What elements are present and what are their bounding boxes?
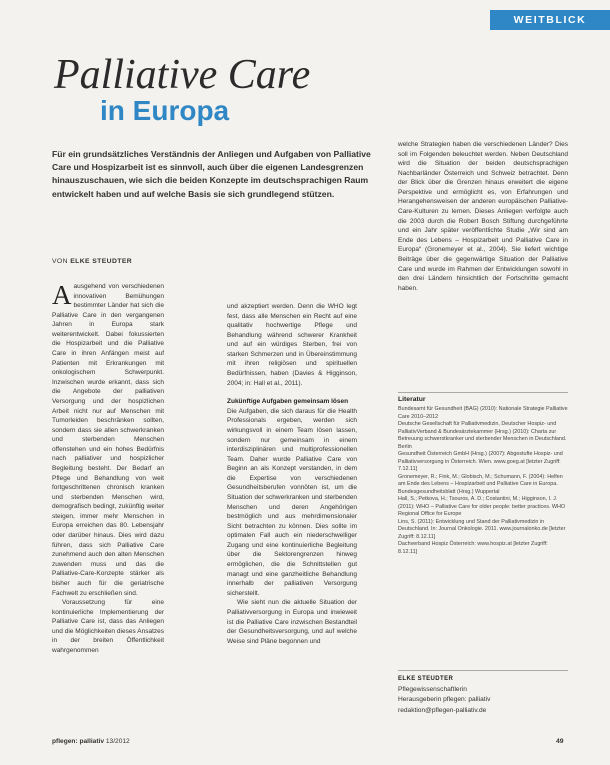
literature-item: Deutsche Gesellschaft für Palliativmedizin, Deutscher Hospiz- und PalliativVerband & Bundesärztekammer (Hrsg.) (2010): Charta zur Betreuung schwerstkranker und sterbender Menschen in Deutschland. Berlin	[398, 421, 567, 450]
literature-list	[398, 406, 568, 556]
paragraph: Wie sieht nun die aktuelle Situation der Palliativversorgung in Europa und inwieweit ist die Palliative Care inzwischen Bestandteil der Gesundheitsversorgung, und auf welche Weise sind Pläne begonnen und	[227, 599, 357, 645]
author-box	[398, 670, 568, 716]
author-name: ELKE STEUDTER	[398, 670, 568, 685]
spacer	[227, 388, 357, 397]
footer-magazine: pflegen: palliativ	[52, 738, 105, 745]
literature-item: Gronemeyer, R.; Fink, M.; Globisch, M.; Schumann, F. (2004): Helfen am Ende des Lebens – Hospizarbeit und Palliative Care in Europa. Bundesgesundheitsblatt (Hrsg.) Wuppertal	[398, 473, 563, 495]
text-column-3	[398, 140, 568, 392]
paragraph: Voraussetzung für eine kontinuierliche Implementierung der Palliative Care ist, dass das Anliegen und die Möglichkeiten dieses Ansatzes in der breiten Öffentlichkeit wahrgenommen	[52, 599, 164, 654]
paragraph: Die Aufgaben, die sich daraus für die Health Professionals ergeben, werden sich wirkungsvoll in einem Team lösen lassen, sondern nur gemeinsam in einem interdisziplinären und multiprofessionellen Team. Daher wurde Palliative Care von Beginn an als Konzept verstanden, in dem die Expertise von verschiedenen Gesundheitsberufen vonnöten ist, um die Situation der schwerkranken und sterbenden Menschen und deren Angehörigen bestmöglich und aus mehrdimensionaler Sicht betrachten zu können. Dies sollte im optimalen Fall auch ein niederschwelliger Zugang und eine kontinuierliche Begleitung über die Sektorengrenzen hinweg ermöglichen, die die Schnittstellen gut managt und eine ganzheitliche Behandlung innerhalb der palliativen Versorgung sicherstellt.	[227, 407, 357, 597]
literature-item: Gesundheit Österreich GmbH (Hrsg.) (2007): Abgestufte Hospiz- und Palliativversorgung in Österreich. Wien. www.goeg.at [letzter Zugriff: 7.12.11]	[398, 451, 563, 472]
literature-item: Bundesamt für Gesundheit (BAG) (2010): Nationale Strategie Palliative Care 2010–2012	[398, 406, 568, 420]
article-title: Palliative Care	[54, 52, 311, 98]
page-number: 49	[556, 738, 564, 745]
section-subheading: Zukünftige Aufgaben gemeinsam lösen	[227, 398, 349, 406]
article-lead: Für ein grundsätzliches Verständnis der Anliegen und Aufgaben von Palliative Care und Hospizarbeit ist es sinnvoll, auch über die eigenen Landesgrenzen hinauszuschauen, wie sich die beiden Konzepte im deutschsprachigen Raum entwickelt haben und auf welche Basis sie sich grundlegend stützen.	[52, 149, 371, 199]
text-column-1	[52, 282, 164, 724]
author-email: redaktion@pflegen-palliativ.de	[398, 706, 487, 714]
byline-prefix: VON	[52, 258, 68, 265]
paragraph-text: ausgehend von verschiedenen innovativen Bemühungen bestimmter Länder hat sich die Palliative Care in den vergangenen Jahren in Europa stark weiterentwickelt. Dabei fokussierten die Hospizarbeit und die Palliative Care in ihren Anfängen meist auf Patienten mit Erkrankungen mit onkologischem Schwerpunkt. Inzwischen wurde erkannt, dass sich die Angebote der palliativen Versorgung und der hospizlichen Arbeit nicht nur auf Menschen mit Tumorleiden beschränken sollten, sondern dass sie allen schwerkranken und sterbenden Menschen offenstehen und ein hohes Bedürfnis nach palliativer und hospizlicher Begleitung besteht. Der Bedarf an Pflege und Behandlung von weit fortgeschrittenen chronisch kranken und sterbenden Menschen wird, demografisch bedingt, zukünftig weiter steigen, immer mehr Menschen in Europa erreichen das 80. Lebensjahr oder darüber hinaus. Dies wird dazu führen, dass sich Palliative Care zunehmend auch den alten Menschen zuwenden muss und das die Palliative-Care-Konzepte stärker als bisher auch für die geriatrische Fachwelt zu erschließen sind.	[52, 283, 164, 597]
footer-issue: 13/2012	[105, 738, 130, 745]
author-role: Pflegewissenschaftlerin	[398, 685, 467, 693]
paragraph: und akzeptiert werden. Denn die WHO legt fest, dass alle Menschen ein Recht auf eine qualitativ hochwertige Pflege und Behandlung während schwerer Krankheit und auf ein würdiges Sterben, frei von starken Schmerzen und in Übereinstimmung mit ihren religiösen und spirituellen Bedürfnissen, haben (Davies & Higginson, 2004; in: Hall et al., 2011).	[227, 303, 357, 387]
article-subtitle: in Europa	[100, 95, 230, 126]
paragraph: welche Strategien haben die verschiedenen Länder? Dies soll im Folgenden beleuchtet werden. Neben Deutschland wird die Situation der beiden deutschsprachigen Nachbarländer Österreich und Schweiz betrachtet. Denn der Blick über die Grenzen hinaus erweitert die eigene Perspektive und ermöglicht es, von Erfahrungen und Herangehensweisen der anderen europäischen Palliative-Care-Kulturen zu lernen. Dieses Anliegen verfolgte auch die 2003 durch die Robert Bosch Stiftung durchgeführte und ein Jahr später veröffentlichte Studie „Wir sind am Ende des Lebens – Hospizarbeit und Palliative Care in Europa“ (Gronemeyer et al., 2004). Sie liefert wichtige Beiträge über die gegenwärtige Situation der Palliative Care und wurde im Rahmen der Entwicklungen sowohl in den drei Ländern hinsichtlich der Fortschritte gemacht haben.	[398, 141, 568, 292]
literature-item: Lins, S. (2011): Entwicklung und Stand der Palliativmedizin in Deutschland. In: Journal Onkologie. 2011. www.journalonko.de [letzter Zugriff: 8.12.11]	[398, 518, 566, 540]
literature-item: Hall, S.; Petkova, H.; Tsouros, A. D.; Costantini, M.; Higginson, I. J. (2011): WHO – Palliative Care for older people: better practices. WHO Regional Office for Europe	[398, 496, 566, 517]
paragraph	[52, 282, 164, 598]
footer	[52, 738, 130, 745]
section-tab: WEITBLICK	[490, 10, 610, 30]
byline	[52, 258, 132, 265]
byline-author: ELKE STEUDTER	[70, 258, 133, 265]
text-column-2	[227, 302, 357, 722]
drop-cap: A	[52, 282, 72, 310]
literature-heading: Literatur	[398, 392, 568, 405]
literature-item: Dachverband Hospiz Österreich: www.hospiz.at [letzter Zugriff: 8.12.11]	[398, 541, 548, 555]
literature-box	[398, 392, 568, 556]
author-affiliation: Herausgeberin pflegen: palliativ	[398, 696, 491, 703]
